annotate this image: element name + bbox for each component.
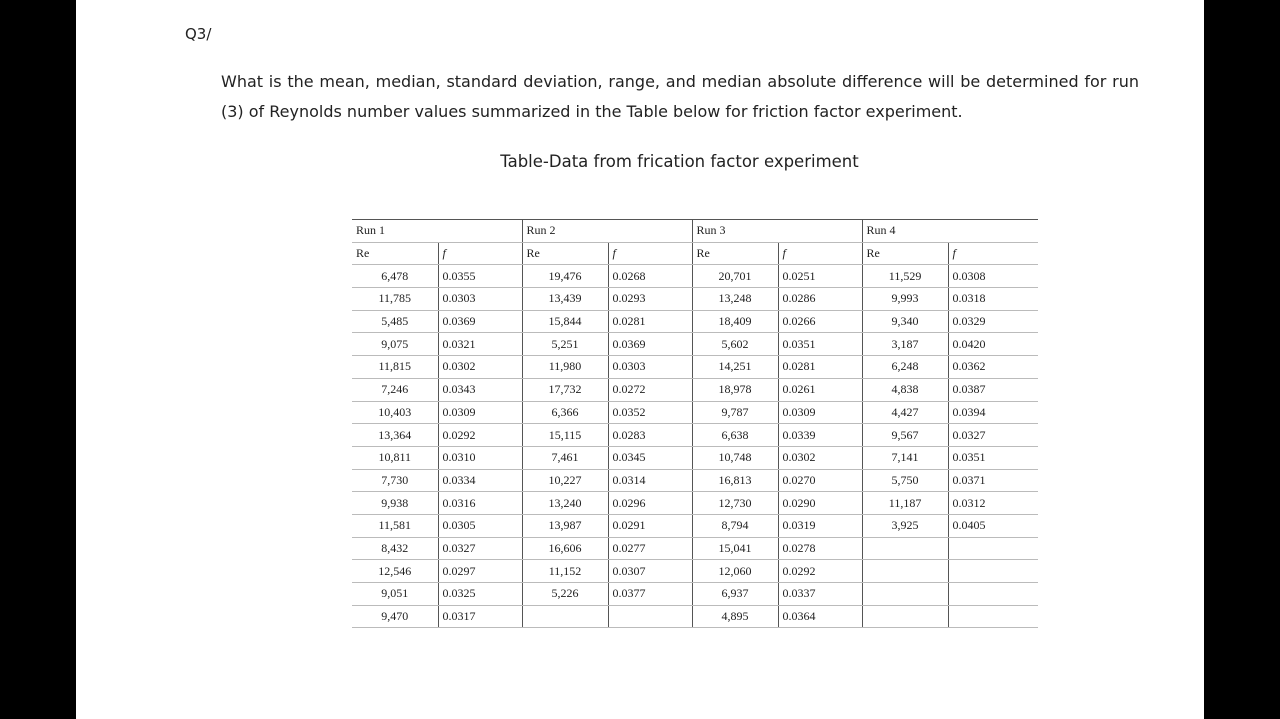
cell-re: 9,340 <box>862 310 948 333</box>
cell-f: 0.0319 <box>778 514 862 537</box>
cell-re: 10,227 <box>522 469 608 492</box>
cell-f: 0.0327 <box>438 537 522 560</box>
friction-data-table-wrapper <box>352 219 1012 628</box>
cell-f: 0.0251 <box>778 265 862 288</box>
cell-re: 4,838 <box>862 378 948 401</box>
cell-re: 6,248 <box>862 356 948 379</box>
run-label: Run 1 <box>352 220 522 243</box>
cell-f: 0.0303 <box>608 356 692 379</box>
run-label: Run 2 <box>522 220 692 243</box>
cell-re <box>522 605 608 628</box>
cell-f: 0.0310 <box>438 446 522 469</box>
cell-re <box>862 537 948 560</box>
cell-re: 12,730 <box>692 492 778 515</box>
cell-f: 0.0321 <box>438 333 522 356</box>
cell-re: 11,152 <box>522 560 608 583</box>
table-row <box>352 537 1038 560</box>
table-row <box>352 492 1038 515</box>
cell-re: 9,938 <box>352 492 438 515</box>
cell-re: 14,251 <box>692 356 778 379</box>
column-header-f: f <box>438 242 522 265</box>
question-text: What is the mean, median, standard deviation, range, and median absolute difference will be determined for run (3) of Reynolds number values summarized in the Table below for friction factor experiment. <box>221 72 1139 121</box>
cell-f: 0.0345 <box>608 446 692 469</box>
cell-f: 0.0343 <box>438 378 522 401</box>
cell-f: 0.0278 <box>778 537 862 560</box>
cell-re: 19,476 <box>522 265 608 288</box>
cell-f: 0.0283 <box>608 424 692 447</box>
document-page <box>76 0 1204 719</box>
cell-re: 11,187 <box>862 492 948 515</box>
table-row <box>352 469 1038 492</box>
table-row <box>352 560 1038 583</box>
cell-f: 0.0355 <box>438 265 522 288</box>
cell-re: 15,041 <box>692 537 778 560</box>
cell-f: 0.0308 <box>948 265 1038 288</box>
cell-re <box>862 583 948 606</box>
cell-f: 0.0272 <box>608 378 692 401</box>
cell-re: 5,251 <box>522 333 608 356</box>
cell-f: 0.0286 <box>778 288 862 311</box>
cell-f: 0.0291 <box>608 514 692 537</box>
cell-f: 0.0377 <box>608 583 692 606</box>
cell-f: 0.0317 <box>438 605 522 628</box>
cell-f: 0.0371 <box>948 469 1038 492</box>
cell-re: 8,794 <box>692 514 778 537</box>
cell-re: 6,937 <box>692 583 778 606</box>
cell-f: 0.0369 <box>608 333 692 356</box>
cell-re: 7,461 <box>522 446 608 469</box>
cell-re: 11,815 <box>352 356 438 379</box>
run-label: Run 3 <box>692 220 862 243</box>
cell-f: 0.0302 <box>438 356 522 379</box>
cell-f: 0.0329 <box>948 310 1038 333</box>
column-header-f: f <box>948 242 1038 265</box>
run-label: Run 4 <box>862 220 1038 243</box>
cell-re: 13,240 <box>522 492 608 515</box>
friction-data-table <box>352 219 1038 628</box>
cell-re: 6,478 <box>352 265 438 288</box>
cell-re: 18,978 <box>692 378 778 401</box>
cell-re: 5,226 <box>522 583 608 606</box>
cell-f: 0.0292 <box>778 560 862 583</box>
cell-re: 12,060 <box>692 560 778 583</box>
table-row <box>352 583 1038 606</box>
cell-re: 4,895 <box>692 605 778 628</box>
column-header-re: Re <box>862 242 948 265</box>
cell-re: 20,701 <box>692 265 778 288</box>
cell-f: 0.0314 <box>608 469 692 492</box>
table-row <box>352 356 1038 379</box>
cell-f: 0.0277 <box>608 537 692 560</box>
cell-re: 7,730 <box>352 469 438 492</box>
table-caption: Table-Data from frication factor experiment <box>500 152 859 171</box>
cell-re: 3,925 <box>862 514 948 537</box>
table-row <box>352 333 1038 356</box>
cell-re: 5,750 <box>862 469 948 492</box>
table-row <box>352 514 1038 537</box>
cell-re: 11,529 <box>862 265 948 288</box>
cell-re: 9,993 <box>862 288 948 311</box>
cell-f: 0.0364 <box>778 605 862 628</box>
cell-f: 0.0302 <box>778 446 862 469</box>
cell-re: 11,980 <box>522 356 608 379</box>
table-row <box>352 310 1038 333</box>
cell-re: 12,546 <box>352 560 438 583</box>
column-header-re: Re <box>692 242 778 265</box>
cell-f: 0.0387 <box>948 378 1038 401</box>
cell-f: 0.0334 <box>438 469 522 492</box>
cell-re: 11,785 <box>352 288 438 311</box>
cell-re: 9,470 <box>352 605 438 628</box>
cell-f: 0.0261 <box>778 378 862 401</box>
cell-f: 0.0351 <box>948 446 1038 469</box>
cell-f: 0.0362 <box>948 356 1038 379</box>
cell-re: 3,187 <box>862 333 948 356</box>
cell-f: 0.0266 <box>778 310 862 333</box>
cell-re: 9,787 <box>692 401 778 424</box>
cell-f: 0.0316 <box>438 492 522 515</box>
table-row <box>352 265 1038 288</box>
cell-f: 0.0293 <box>608 288 692 311</box>
cell-re: 9,567 <box>862 424 948 447</box>
cell-re: 9,075 <box>352 333 438 356</box>
cell-f: 0.0309 <box>778 401 862 424</box>
cell-re: 4,427 <box>862 401 948 424</box>
cell-f: 0.0337 <box>778 583 862 606</box>
table-row <box>352 378 1038 401</box>
cell-f: 0.0307 <box>608 560 692 583</box>
cell-re: 18,409 <box>692 310 778 333</box>
cell-re: 17,732 <box>522 378 608 401</box>
cell-re: 7,141 <box>862 446 948 469</box>
cell-re: 11,581 <box>352 514 438 537</box>
cell-f <box>948 605 1038 628</box>
cell-re: 9,051 <box>352 583 438 606</box>
cell-re <box>862 560 948 583</box>
cell-f: 0.0290 <box>778 492 862 515</box>
cell-f <box>608 605 692 628</box>
cell-f: 0.0297 <box>438 560 522 583</box>
cell-f: 0.0369 <box>438 310 522 333</box>
cell-re: 13,248 <box>692 288 778 311</box>
cell-f: 0.0281 <box>608 310 692 333</box>
cell-f: 0.0305 <box>438 514 522 537</box>
cell-f <box>948 560 1038 583</box>
cell-re: 15,115 <box>522 424 608 447</box>
table-row <box>352 424 1038 447</box>
cell-f: 0.0339 <box>778 424 862 447</box>
cell-f: 0.0325 <box>438 583 522 606</box>
cell-re: 13,439 <box>522 288 608 311</box>
cell-f: 0.0352 <box>608 401 692 424</box>
cell-f: 0.0296 <box>608 492 692 515</box>
cell-f: 0.0394 <box>948 401 1038 424</box>
column-header-re: Re <box>352 242 438 265</box>
column-header-row <box>352 242 1038 265</box>
cell-f <box>948 583 1038 606</box>
cell-f: 0.0270 <box>778 469 862 492</box>
cell-re: 5,485 <box>352 310 438 333</box>
cell-re: 8,432 <box>352 537 438 560</box>
cell-re: 5,602 <box>692 333 778 356</box>
cell-f: 0.0309 <box>438 401 522 424</box>
cell-re: 10,811 <box>352 446 438 469</box>
column-header-f: f <box>608 242 692 265</box>
cell-f: 0.0281 <box>778 356 862 379</box>
cell-re: 16,606 <box>522 537 608 560</box>
cell-f <box>948 537 1038 560</box>
cell-re: 13,364 <box>352 424 438 447</box>
cell-re: 6,366 <box>522 401 608 424</box>
cell-f: 0.0327 <box>948 424 1038 447</box>
table-row <box>352 605 1038 628</box>
cell-re: 16,813 <box>692 469 778 492</box>
cell-f: 0.0405 <box>948 514 1038 537</box>
table-row <box>352 401 1038 424</box>
cell-re <box>862 605 948 628</box>
cell-f: 0.0303 <box>438 288 522 311</box>
cell-f: 0.0268 <box>608 265 692 288</box>
column-header-re: Re <box>522 242 608 265</box>
cell-re: 7,246 <box>352 378 438 401</box>
table-row <box>352 446 1038 469</box>
cell-re: 10,403 <box>352 401 438 424</box>
cell-re: 13,987 <box>522 514 608 537</box>
run-header-row <box>352 220 1038 243</box>
cell-re: 15,844 <box>522 310 608 333</box>
cell-re: 6,638 <box>692 424 778 447</box>
cell-f: 0.0292 <box>438 424 522 447</box>
question-label: Q3/ <box>185 25 212 43</box>
cell-re: 10,748 <box>692 446 778 469</box>
cell-f: 0.0351 <box>778 333 862 356</box>
cell-f: 0.0420 <box>948 333 1038 356</box>
column-header-f: f <box>778 242 862 265</box>
cell-f: 0.0312 <box>948 492 1038 515</box>
table-row <box>352 288 1038 311</box>
cell-f: 0.0318 <box>948 288 1038 311</box>
